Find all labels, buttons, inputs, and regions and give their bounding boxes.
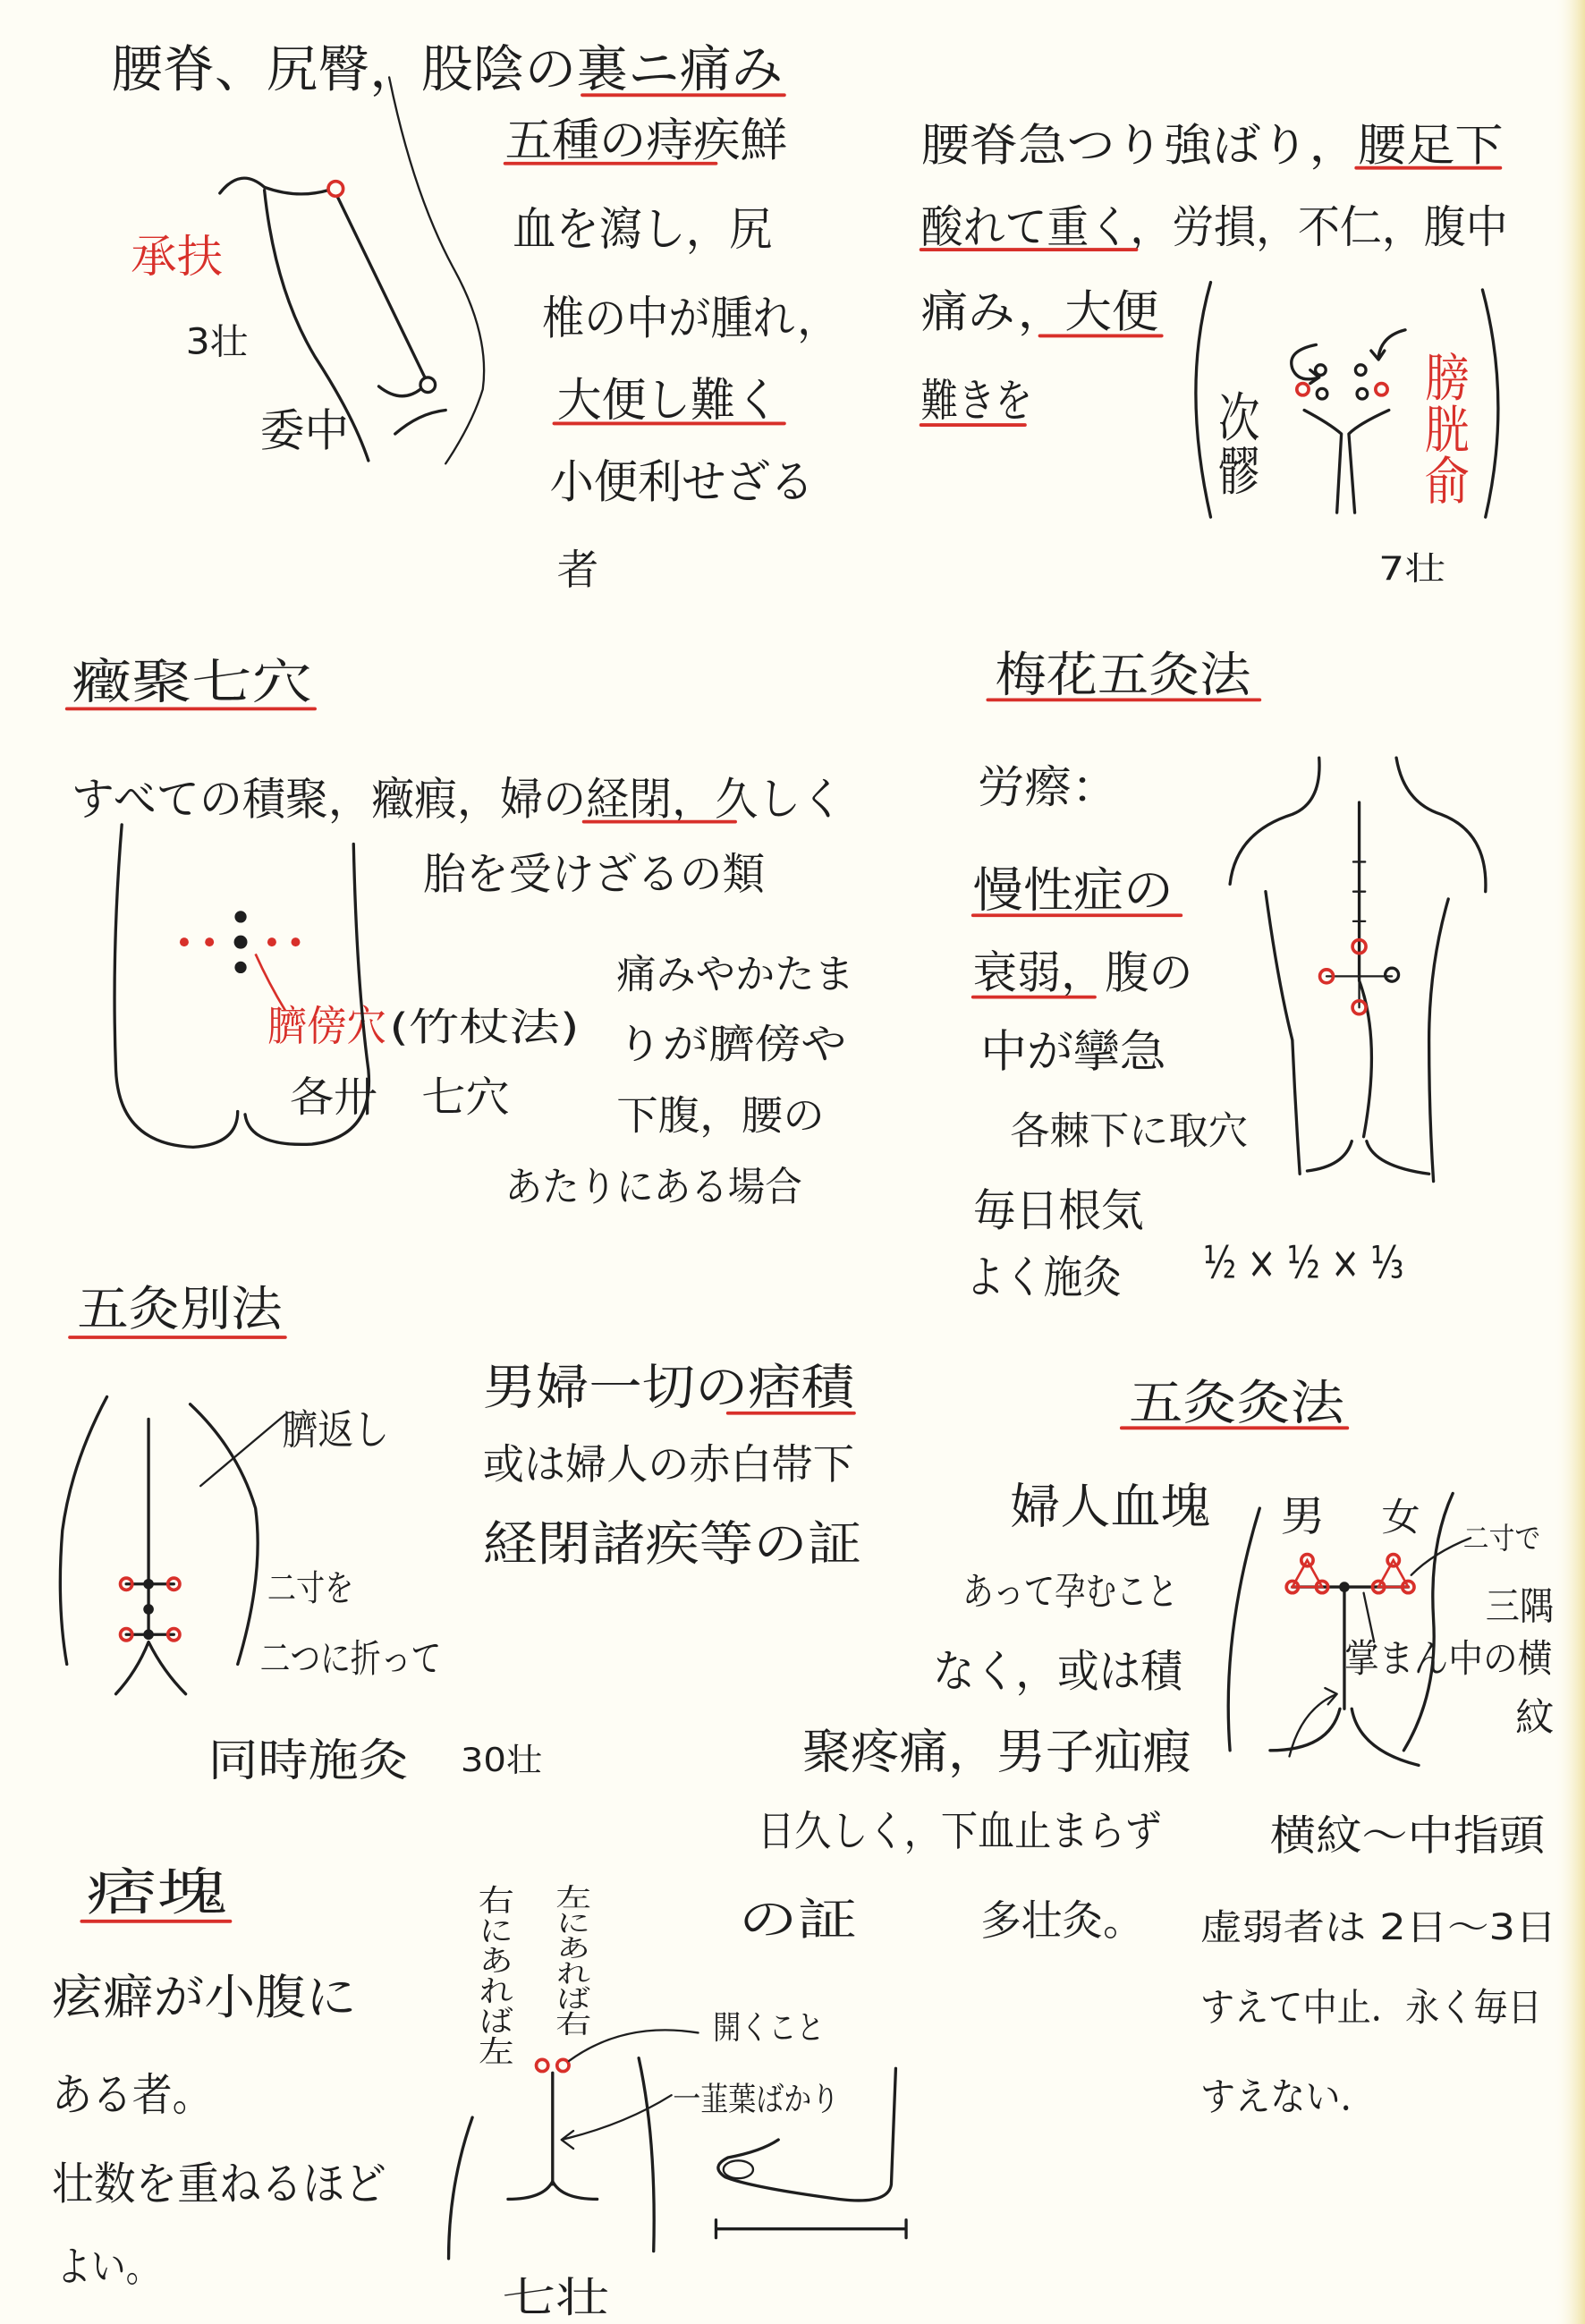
gap-label: 開くこと [713, 2008, 825, 2048]
section-five-moxa-method [738, 1375, 1556, 2119]
moxa-count-label: 7壮 [1378, 548, 1445, 588]
bottom-outline [1270, 1709, 1419, 1765]
method-label: (竹杖法) [389, 1005, 580, 1050]
ground-line [716, 2220, 906, 2238]
acupoint-marker [1355, 365, 1366, 376]
figure-label: 臍返し [282, 1405, 390, 1455]
five-moxa-method-note: すえない． [1199, 2074, 1376, 2120]
sacrum-line [1349, 410, 1389, 513]
moxa-count-label: 多壮灸。 [980, 1896, 1144, 1945]
arrow-icon [1290, 1688, 1337, 1756]
mass-title: 痞塊 [86, 1863, 228, 1922]
lumbar-stiffness-line: 難きを [920, 375, 1033, 428]
plum-blossom-title: 梅花五灸法 [995, 647, 1252, 703]
chouju-line: 胎を受けざるの類 [423, 849, 766, 900]
chouju-note: 下腹，腰の [616, 1091, 825, 1140]
knee-crease [395, 410, 445, 434]
acupoint-marker [180, 937, 189, 946]
label-two-sun: 二寸で [1462, 1520, 1541, 1556]
plum-blossom-line: 慢性症の [972, 862, 1174, 919]
measure-label: 横紋〜中指頭 [1269, 1811, 1546, 1861]
arrow-icon [562, 2095, 672, 2149]
point-label-saibo: 臍傍穴 [267, 1001, 386, 1050]
spine-line [1360, 802, 1372, 1137]
moxa-count-label: 30壮 [460, 1741, 543, 1780]
five-moxa-method-line: 日久しく，下血止まらず [757, 1807, 1162, 1856]
acupoint-marker [1386, 968, 1399, 981]
advice-line: 毎日根気 [972, 1184, 1144, 1237]
section-lumbar-stiffness [921, 119, 1508, 587]
label-female: 女 [1381, 1495, 1420, 1540]
lumbar-stiffness-line: 痛み，大便 [920, 285, 1159, 338]
lumbar-pain-line: 小便利せざる [549, 455, 815, 510]
acupoint-marker [267, 937, 276, 946]
chouju-line: すべての積聚，癥瘕，婦の経閉，久しく [71, 773, 844, 826]
meridian-line [337, 196, 425, 377]
back-figure-alt [60, 1396, 285, 1693]
point-label-ichu: 委中 [259, 404, 350, 457]
plum-blossom-line: 労瘵： [977, 761, 1119, 814]
lumbar-stiffness-line: 腰脊急つり強ばり，腰足下 [920, 119, 1504, 172]
right-body-outline [639, 2058, 654, 2252]
five-moxa-method-title: 五灸灸法 [1129, 1375, 1345, 1431]
acupoint-marker [292, 937, 301, 946]
acupoint-marker [1316, 365, 1326, 376]
lumbar-pain-line: 血を瀉し，尻 [512, 203, 773, 258]
label-crease-end: 紋 [1514, 1696, 1555, 1742]
bottom-outline [116, 1642, 186, 1694]
five-moxa-method-line: なく，或は積 [932, 1645, 1186, 1698]
five-moxa-alt-line: 経閉諸疾等の証 [482, 1516, 862, 1573]
acupoint-shofu-marker [328, 182, 343, 197]
five-moxa-method-line: の証 [738, 1893, 858, 1946]
label-three-corners: 三隅 [1485, 1584, 1555, 1630]
point-label-bokoyu: 膀胱俞 [1418, 351, 1471, 485]
gluteal-fold [265, 187, 328, 194]
lumbar-pain-line: 大便し難く [556, 374, 780, 428]
acupoint-marker [143, 1604, 154, 1615]
five-moxa-alt-line: 或は婦人の赤白帯下 [482, 1439, 854, 1489]
acupoint-marker [234, 962, 246, 973]
acupoint-marker [1317, 388, 1327, 399]
five-moxa-method-note: 虚弱者は 2日〜3日 [1199, 1906, 1557, 1948]
right-back-outline [191, 1404, 259, 1665]
chouju-note: りが臍傍や [616, 1020, 847, 1068]
plum-blossom-line: 衰弱，腹の [972, 946, 1193, 999]
point-label-shofu: 承扶 [131, 230, 224, 283]
acupoint-ichu-marker [420, 377, 436, 393]
pointer-line [1411, 1538, 1471, 1575]
acupoint-marker [1376, 384, 1387, 395]
acupoint-marker [234, 911, 246, 922]
lumbar-pain-title: 腰脊、尻臀，股陰の裏ニ痛み [111, 40, 784, 99]
buttock-outline [220, 178, 265, 193]
moxa-count-label: 七壮 [502, 2273, 609, 2322]
label-palm-crease: 掌まん中の横 [1343, 1636, 1553, 1682]
arrow-right [1371, 330, 1405, 360]
acupoint-marker [1357, 388, 1368, 399]
right-side-outline [1429, 899, 1449, 1182]
left-shoulder-outline [1230, 758, 1319, 884]
five-moxa-method-note: すえて中止．永く毎日 [1199, 1986, 1542, 2031]
ratio-label: ½ × ½ × ⅓ [1203, 1236, 1404, 1289]
section-five-moxa-alt [60, 1282, 861, 1786]
acupoint-marker [557, 2059, 569, 2071]
knee-crease [378, 386, 420, 396]
navel-marker [1339, 1582, 1350, 1592]
timing-label: 同時施灸 [208, 1735, 409, 1787]
acupoint-marker [143, 1579, 154, 1590]
left-back-outline [60, 1396, 106, 1664]
acupoint-marker [1297, 384, 1309, 395]
point-label-jiryo: 次髎 [1211, 389, 1260, 473]
mass-line: 痃癖が小腹に [52, 1969, 357, 2025]
mass-line: よい。 [56, 2242, 161, 2291]
chouju-note: あたりにある場合 [504, 1163, 802, 1211]
triangle-figure [1228, 1493, 1471, 1765]
acupoint-marker [537, 2059, 548, 2071]
left-hip-outline [1196, 283, 1211, 517]
five-moxa-method-line: あって孕むこと [962, 1570, 1178, 1616]
back-figure [1230, 758, 1486, 1181]
sacrum-line [1304, 410, 1342, 513]
acupoint-marker [143, 1629, 154, 1640]
page-edge-shade [1554, 0, 1585, 2324]
lumbar-pain-line: 椎の中が腫れ， [542, 292, 840, 346]
side-rule: 右にあれば左 [472, 1884, 514, 2099]
toe-outline [724, 2160, 753, 2178]
chouju-title: 癥聚七穴 [71, 654, 312, 710]
advice-line: よく施灸 [965, 1251, 1123, 1304]
acupoint-marker [205, 937, 214, 946]
gap-label: 一韮葉ばかり [673, 2079, 840, 2118]
right-shoulder-outline [1396, 758, 1486, 892]
figure-label: 二寸を [267, 1568, 354, 1610]
figure-label: 二つに折って [259, 1636, 442, 1682]
left-torso-outline [114, 825, 238, 1147]
lumbar-pain-line: 者 [556, 545, 599, 594]
lumbar-stiffness-line: 酸れて重く，労損，不仁，腹中 [920, 200, 1508, 253]
section-lumbar-pain [112, 40, 840, 593]
moxa-count-label: 3壮 [185, 321, 249, 363]
section-chouju [67, 655, 854, 1210]
left-body-outline [449, 2117, 473, 2259]
five-moxa-alt-title: 五灸別法 [77, 1281, 284, 1337]
side-rule: 左にあれば右 [549, 1884, 591, 2099]
section-plum-blossom [965, 647, 1485, 1303]
lumbar-pain-line: 五種の痔疾鮮 [504, 114, 788, 168]
five-moxa-method-line: 婦人血塊 [1010, 1479, 1211, 1535]
mass-line: ある者。 [52, 2068, 213, 2121]
pointer-line [1364, 1593, 1375, 1642]
left-side-outline [1266, 892, 1300, 1175]
five-moxa-alt-line: 男婦一切の痞積 [482, 1358, 859, 1416]
label-male: 男 [1280, 1491, 1326, 1540]
bottom-outline [1307, 1141, 1428, 1175]
plum-blossom-line: 中が攣急 [980, 1025, 1167, 1078]
point-rule: 各棘下に取穴 [1010, 1109, 1249, 1155]
mass-line: 壮数を重ねるほど [52, 2158, 386, 2210]
left-body-outline [1228, 1508, 1259, 1751]
chouju-note: 痛みやかたま [616, 950, 854, 998]
count-label: 各卅 七穴 [289, 1073, 510, 1122]
cross-lines [1326, 946, 1392, 1007]
five-moxa-method-line: 聚疼痛，男子疝瘕 [801, 1724, 1191, 1780]
bottom-outline [508, 2182, 598, 2200]
right-leg-outline [389, 77, 484, 463]
arrow-left [1292, 344, 1319, 383]
right-hip-outline [1482, 290, 1497, 517]
navel-marker [234, 936, 248, 949]
